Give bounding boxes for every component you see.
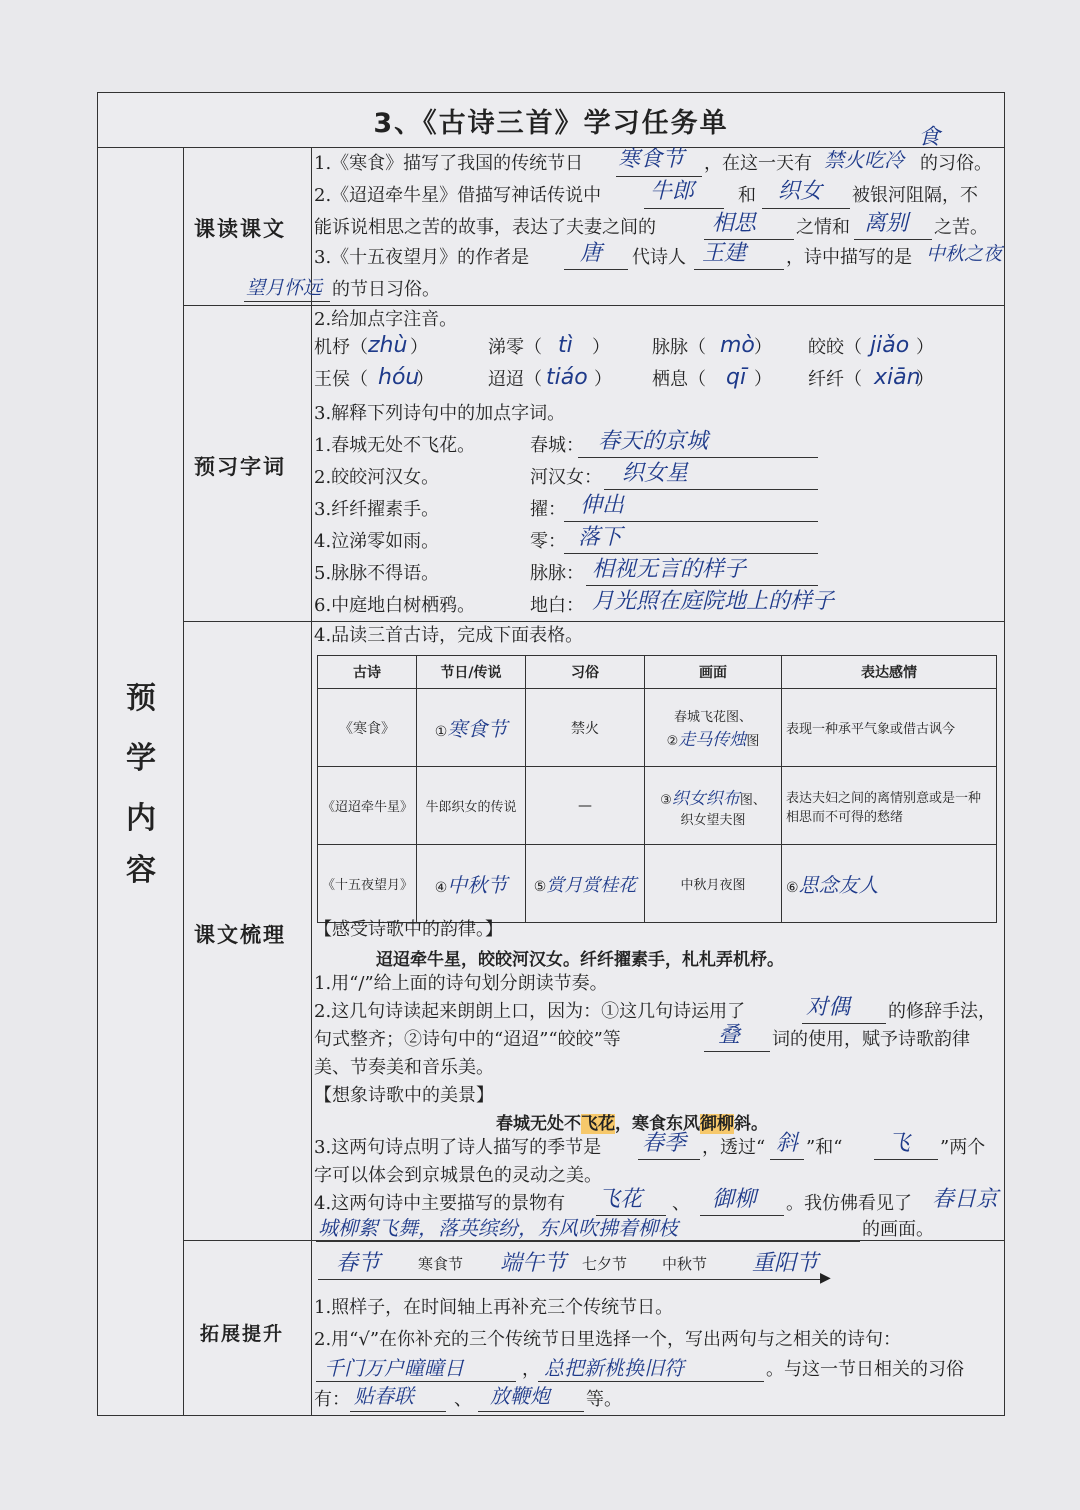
answer: 放鞭炮 (490, 1384, 550, 1408)
text: 等。 (586, 1389, 622, 1410)
cell-emotion: 表达夫妇之间的离情别意或是一种相思而不可得的愁绪 (782, 767, 997, 845)
table-row (318, 767, 997, 845)
table-row (318, 845, 997, 923)
text: 被银河阻隔，不 (852, 185, 978, 206)
pinyin-close: ） (594, 369, 612, 390)
pinyin-close: ） (416, 369, 434, 390)
divider (183, 621, 1004, 622)
timeline-festival-added: 春节 (336, 1251, 381, 1276)
pinyin-answer: zhù (368, 333, 408, 358)
pinyin-answer: mò (720, 333, 755, 358)
pinyin-answer: tiáo (546, 365, 588, 390)
table-header: 节日/传说 (417, 656, 526, 689)
text: 的修辞手法， (888, 1001, 996, 1022)
heading: 【感受诗歌中的韵律。】 (314, 919, 503, 940)
underline (586, 585, 818, 586)
poem-line: 6.中庭地白树栖鸦。 (314, 595, 476, 616)
pinyin-answer: hóu (378, 365, 420, 390)
underline (538, 1381, 764, 1382)
underline (638, 1159, 700, 1160)
cell-scene: ③织女织布图、 织女望夫图 (645, 767, 782, 845)
answer: 春天的京城 (598, 429, 709, 454)
section-label-read: 课读课文 (194, 217, 286, 241)
text: 3.解释下列诗句中的加点字词。 (314, 403, 566, 424)
worksheet (97, 92, 1005, 1416)
cell-poem: 《寒食》 (318, 689, 417, 767)
answer: 春季 (642, 1131, 687, 1156)
text: 2.给加点字注音。 (314, 309, 458, 330)
text: 之苦。 (934, 217, 988, 238)
answer: 王建 (702, 241, 747, 266)
cell-festival: 牛郎织女的传说 (417, 767, 526, 845)
timeline-festival: 中秋节 (662, 1255, 708, 1273)
timeline-festival-added: 端午节 (500, 1251, 567, 1276)
underline (762, 208, 850, 209)
table-header: 习俗 (526, 656, 645, 689)
cell-custom: 禁火 (526, 689, 645, 767)
pinyin-word: 纤纤（ (808, 369, 862, 390)
text: 词的使用，赋予诗歌韵律 (772, 1029, 970, 1050)
pinyin-word: 脉脉（ (652, 337, 706, 358)
underline (704, 1051, 770, 1052)
pinyin-answer: xiān (874, 365, 921, 390)
answer: 中秋之夜 (926, 243, 1003, 265)
poem-line: 2.皎皎河汉女。 (314, 467, 440, 488)
text: 2.用“√”在你补充的三个传统节日里选择一个，写出两句与之相关的诗句： (314, 1329, 902, 1350)
section-label-words: 预习字词 (194, 455, 286, 479)
pinyin-word: 栖息（ (652, 369, 706, 390)
term: 河汉女： (530, 467, 602, 488)
poem: 迢迢牵牛星，皎皎河汉女。纤纤擢素手，札札弄机杼。 (376, 950, 784, 970)
text: ， (522, 1359, 540, 1380)
answer: 斜 (776, 1131, 799, 1156)
answer: 春日京 (932, 1187, 999, 1212)
text: 有： (314, 1389, 350, 1410)
pinyin-answer: qī (726, 365, 747, 390)
answer: 织女 (778, 179, 823, 204)
text: 的节日习俗。 (332, 279, 440, 300)
timeline-festival: 七夕节 (582, 1255, 628, 1273)
underline (770, 1159, 804, 1160)
timeline-festival: 寒食节 (418, 1255, 464, 1273)
poem-line: 5.脉脉不得语。 (314, 563, 440, 584)
poem-line: 4.泣涕零如雨。 (314, 531, 440, 552)
text: ，透过“ (702, 1137, 766, 1158)
text: ，诗中描写的是 (786, 247, 912, 268)
answer: 食 (918, 125, 941, 150)
text: 2.《迢迢牵牛星》借描写神话传说中 (314, 185, 602, 206)
cell-festival: ④中秋节 (417, 845, 526, 923)
term: 零： (530, 531, 566, 552)
pinyin-answer: jiǎo (870, 333, 910, 358)
underline (478, 1411, 584, 1412)
answer: 离别 (864, 211, 909, 236)
text: 4.品读三首古诗，完成下面表格。 (314, 625, 584, 646)
underline (616, 176, 702, 177)
text: 1.《寒食》描写了我国的传统节日 (314, 153, 584, 174)
timeline-axis (318, 1279, 822, 1280)
text: ，在这一天有 (704, 153, 812, 174)
underline (604, 489, 818, 490)
answer: 对偶 (806, 995, 851, 1020)
underline (644, 208, 724, 209)
underline (578, 457, 818, 458)
arrow-right-icon: ▶ (820, 1270, 831, 1286)
divider (311, 147, 312, 1415)
text: 字可以体会到京城景色的灵动之美。 (314, 1165, 602, 1186)
answer: 伸出 (580, 493, 625, 518)
answer: 叠 (718, 1023, 741, 1048)
text: 、 (454, 1389, 472, 1410)
side-label-3: 内 (126, 801, 156, 836)
answer: 飞花 (598, 1187, 643, 1212)
text: 能诉说相思之苦的故事，表达了夫妻之间的 (314, 217, 656, 238)
underline (704, 239, 794, 240)
text: 代诗人 (632, 247, 686, 268)
cell-custom: ⑤赏月赏桂花 (526, 845, 645, 923)
answer: 落下 (578, 525, 623, 550)
cell-scene: 中秋月夜图 (645, 845, 782, 923)
answer: 唐 (580, 241, 603, 266)
page-title: 3、《古诗三首》学习任务单 (373, 108, 729, 139)
section-label-extend: 拓展提升 (200, 1323, 285, 1345)
divider (183, 305, 1004, 306)
pinyin-word: 王侯（ (314, 369, 368, 390)
pinyin-close: ） (754, 337, 772, 358)
poem: 春城无处不飞花，寒食东风御柳斜。 (496, 1114, 768, 1134)
text: 1.用“/”给上面的诗句划分朗读节奏。 (314, 973, 608, 994)
answer: 禁火吃冷 (824, 148, 904, 172)
answer: 贴春联 (354, 1384, 414, 1408)
cell-poem: 《迢迢牵牛星》 (318, 767, 417, 845)
text: 3.这两句诗点明了诗人描写的季节是 (314, 1137, 602, 1158)
table-header: 古诗 (318, 656, 417, 689)
pinyin-word: 皎皎（ (808, 337, 862, 358)
cell-emotion: ⑥思念友人 (782, 845, 997, 923)
poem-line: 3.纤纤擢素手。 (314, 499, 440, 520)
underline (700, 1215, 784, 1216)
text: 的画面。 (862, 1219, 934, 1240)
divider (183, 147, 184, 1415)
underline (802, 1023, 886, 1024)
cell-emotion: 表现一种承平气象或借古讽今 (782, 689, 997, 767)
section-label-review: 课文梳理 (194, 923, 286, 947)
pinyin-answer: tì (558, 333, 573, 358)
answer: 月光照在庭院地上的样子 (592, 589, 835, 614)
text: 2.这几句诗读起来朗朗上口，因为：①这几句诗运用了 (314, 1001, 746, 1022)
underline (694, 269, 784, 270)
text: 1.照样子，在时间轴上再补充三个传统节日。 (314, 1297, 674, 1318)
answer: 望月怀远 (246, 277, 323, 299)
answer: 相视无言的样子 (592, 557, 747, 582)
answer: 寒食节 (618, 147, 685, 172)
pinyin-close: ） (410, 337, 428, 358)
table-header: 画面 (645, 656, 782, 689)
pinyin-close: ） (592, 337, 610, 358)
answer: 总把新桃换旧符 (544, 1356, 684, 1380)
cell-festival: ①寒食节 (417, 689, 526, 767)
underline (316, 1381, 516, 1382)
underline (564, 269, 628, 270)
underline (564, 521, 818, 522)
answer: 御柳 (712, 1187, 757, 1212)
poem-table (317, 655, 997, 923)
term: 春城： (530, 435, 584, 456)
text: ”和“ (806, 1137, 843, 1158)
text: 之情和 (796, 217, 850, 238)
term: 地白： (530, 595, 584, 616)
poem-line: 1.春城无处不飞花。 (314, 435, 476, 456)
pinyin-close: ） (754, 369, 772, 390)
cell-custom: — (526, 767, 645, 845)
text: 句式整齐；②诗句中的“迢迢”“皎皎”等 (314, 1029, 621, 1050)
text: 、 (672, 1193, 690, 1214)
underline (874, 1159, 938, 1160)
answer: 飞 (888, 1131, 911, 1156)
underline (244, 301, 330, 302)
pinyin-word: 机杼（ (314, 337, 368, 358)
answer: 织女星 (622, 461, 689, 486)
text: 和 (738, 185, 756, 206)
table-header: 表达感情 (782, 656, 997, 689)
text: 4.这两句诗中主要描写的景物有 (314, 1193, 566, 1214)
text: 。与这一节日相关的习俗 (766, 1359, 964, 1380)
pinyin-close: ） (916, 369, 934, 390)
underline (350, 1411, 446, 1412)
side-label-4: 容 (126, 853, 156, 888)
answer: 千门万户曈曈日 (324, 1356, 464, 1380)
answer: 牛郎 (650, 179, 695, 204)
table-row (318, 689, 997, 767)
side-label-1: 预 (126, 681, 156, 716)
text: 美、节奏美和音乐美。 (314, 1057, 494, 1078)
underline (564, 553, 818, 554)
answer: 相思 (712, 211, 757, 236)
underline (854, 239, 932, 240)
text: 的习俗。 (920, 153, 992, 174)
text: 。我仿佛看见了 (786, 1193, 912, 1214)
pinyin-word: 涕零（ (488, 337, 542, 358)
cell-scene: 春城飞花图、 ②走马传烛图 (645, 689, 782, 767)
pinyin-close: ） (916, 337, 934, 358)
text: 3.《十五夜望月》的作者是 (314, 247, 530, 268)
side-label-2: 学 (126, 741, 156, 776)
timeline-festival-added: 重阳节 (752, 1251, 819, 1276)
underline (316, 1241, 860, 1242)
heading: 【想象诗歌中的美景】 (314, 1085, 494, 1106)
term: 擢： (530, 499, 566, 520)
pinyin-word: 迢迢（ (488, 369, 542, 390)
text: ”两个 (940, 1137, 986, 1158)
answer: 城柳絮飞舞，落英缤纷，东风吹拂着柳枝 (318, 1216, 678, 1240)
term: 脉脉： (530, 563, 584, 584)
cell-poem: 《十五夜望月》 (318, 845, 417, 923)
